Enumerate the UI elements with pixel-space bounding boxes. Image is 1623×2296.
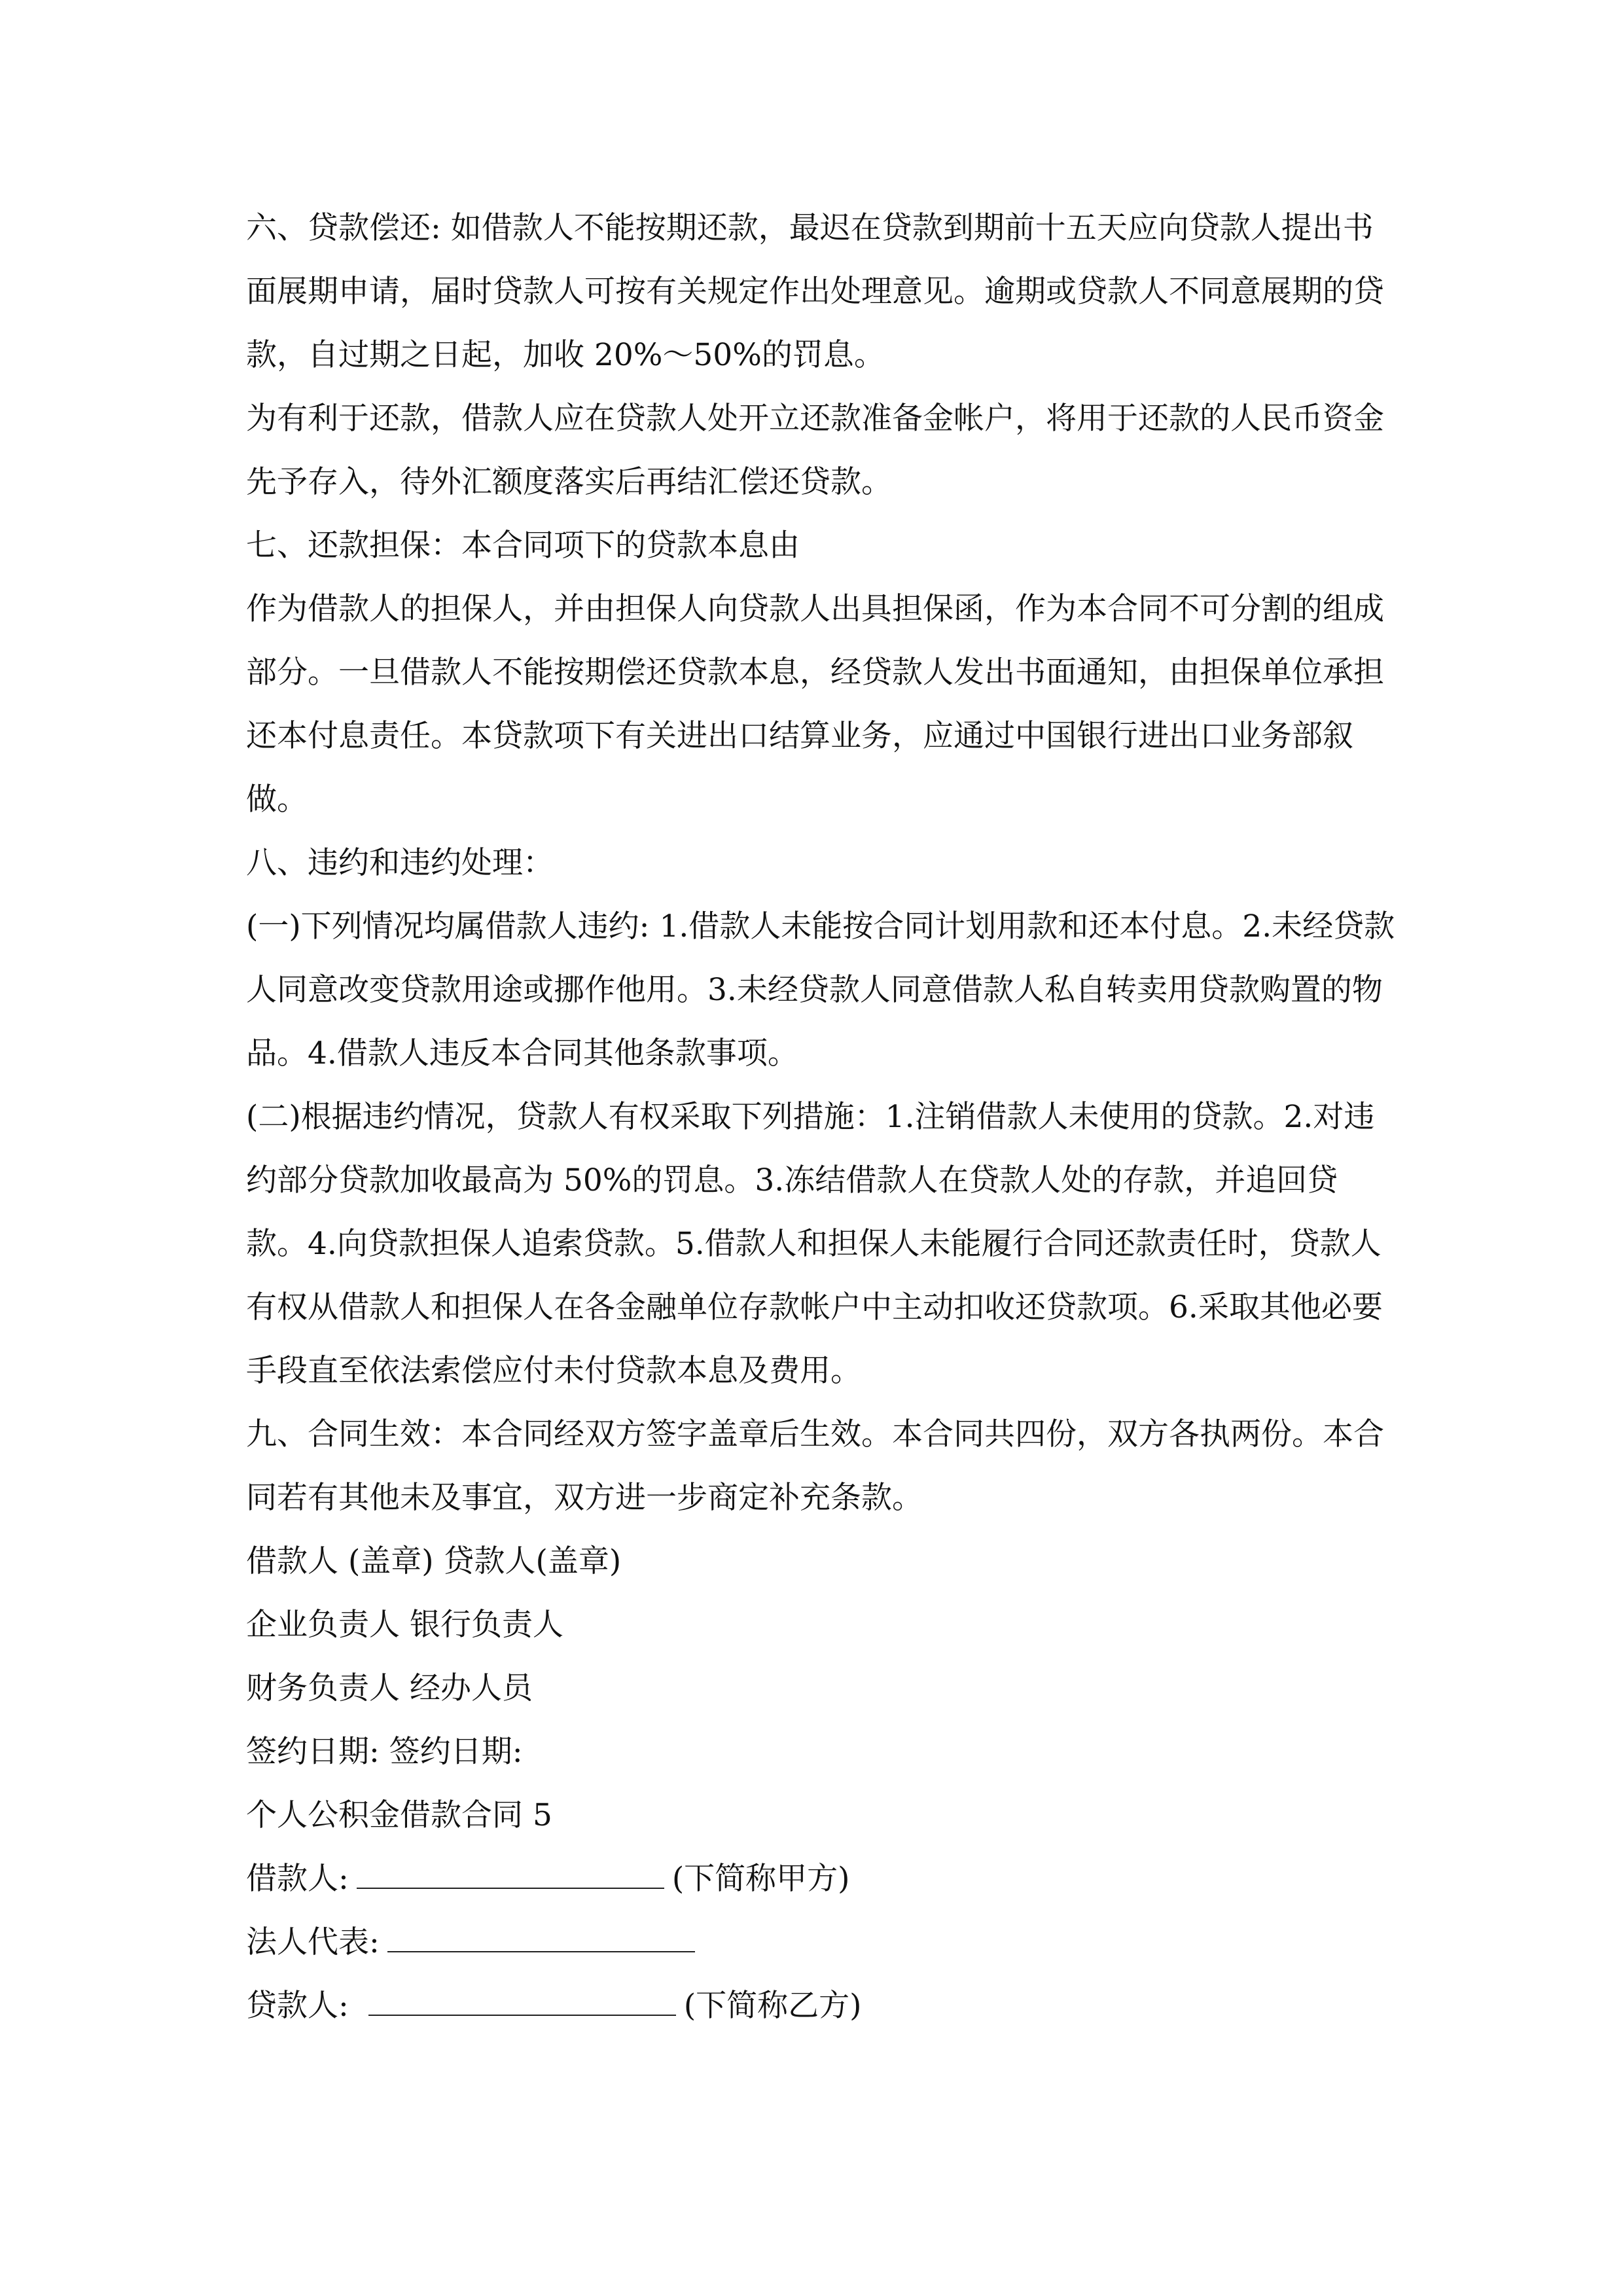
clause-6-repayment: 六、贷款偿还: 如借款人不能按期还款，最迟在贷款到期前十五天应向贷款人提出书面展期申请，届时贷款人可按有关规定作出处理意见。逾期或贷款人不同意展期的贷款，自过期之日起，加收 20%～50%的罚息。 xyxy=(246,210,1384,373)
lender-label: 贷款人: xyxy=(246,1988,349,2024)
signature-seal-line: 借款人 (盖章) 贷款人(盖章) xyxy=(246,1543,622,1579)
borrower-suffix: (下简称甲方) xyxy=(671,1861,850,1897)
clause-9-effectiveness: 九、合同生效：本合同经双方签字盖章后生效。本合同共四份，双方各执两份。本合同若有其他未及事宜，双方进一步商定补充条款。 xyxy=(246,1416,1384,1516)
clause-7-guarantee: 作为借款人的担保人，并由担保人向贷款人出具担保函，作为本合同不可分割的组成部分。一旦借款人不能按期偿还贷款本息，经贷款人发出书面通知，由担保单位承担还本付息责任。本贷款项下有关进出口结算业务，应通过中国银行进出口业务部叙做。 xyxy=(246,591,1384,817)
next-contract-title: 个人公积金借款合同 5 xyxy=(246,1797,552,1833)
borrower-label: 借款人: xyxy=(246,1861,349,1897)
lender-blank[interactable] xyxy=(368,1988,676,2016)
signature-date-line: 签约日期: 签约日期: xyxy=(246,1734,523,1770)
clause-8-default-cases: (一)下列情况均属借款人违约: 1.借款人未能按合同计划用款和还本付息。2.未经贷款人同意改变贷款用途或挪作他用。3.未经贷款人同意借款人私自转卖用贷款购置的物品。4.借款人违反本合同其他条款事项。 xyxy=(246,908,1395,1071)
borrower-blank[interactable] xyxy=(357,1861,664,1889)
document-body xyxy=(246,196,1398,2037)
lender-field-row xyxy=(246,1974,1398,2037)
signature-block xyxy=(246,1530,1398,1784)
clause-8-remedies: (二)根据违约情况，贷款人有权采取下列措施：1.注销借款人未使用的贷款。2.对违约部分贷款加收最高为 50%的罚息。3.冻结借款人在贷款人处的存款，并追回贷款。4.向贷款担保人追索贷款。5.借款人和担保人未能履行合同还款责任时，贷款人有权从借款人和担保人在各金融单位存款帐户中主动扣收还贷款项。6.采取其他必要手段直至依法索偿应付未付贷款本息及费用。 xyxy=(246,1099,1383,1389)
borrower-field-row xyxy=(246,1847,1398,1910)
clause-6-reserve-account: 为有利于还款，借款人应在贷款人处开立还款准备金帐户，将用于还款的人民币资金先予存入，待外汇额度落实后再结汇偿还贷款。 xyxy=(246,401,1384,500)
legal-rep-field-row xyxy=(246,1910,1398,1974)
legal-rep-label: 法人代表: xyxy=(246,1924,380,1960)
signature-finance-line: 财务负责人 经办人员 xyxy=(246,1670,533,1706)
legal-rep-blank[interactable] xyxy=(387,1925,695,1952)
next-contract-header xyxy=(246,1784,1398,2037)
clause-7-heading: 七、还款担保：本合同项下的贷款本息由 xyxy=(246,528,800,564)
lender-suffix: (下简称乙方) xyxy=(683,1988,862,2024)
signature-principal-line: 企业负责人 银行负责人 xyxy=(246,1607,563,1643)
clause-8-heading: 八、违约和违约处理： xyxy=(246,845,554,881)
